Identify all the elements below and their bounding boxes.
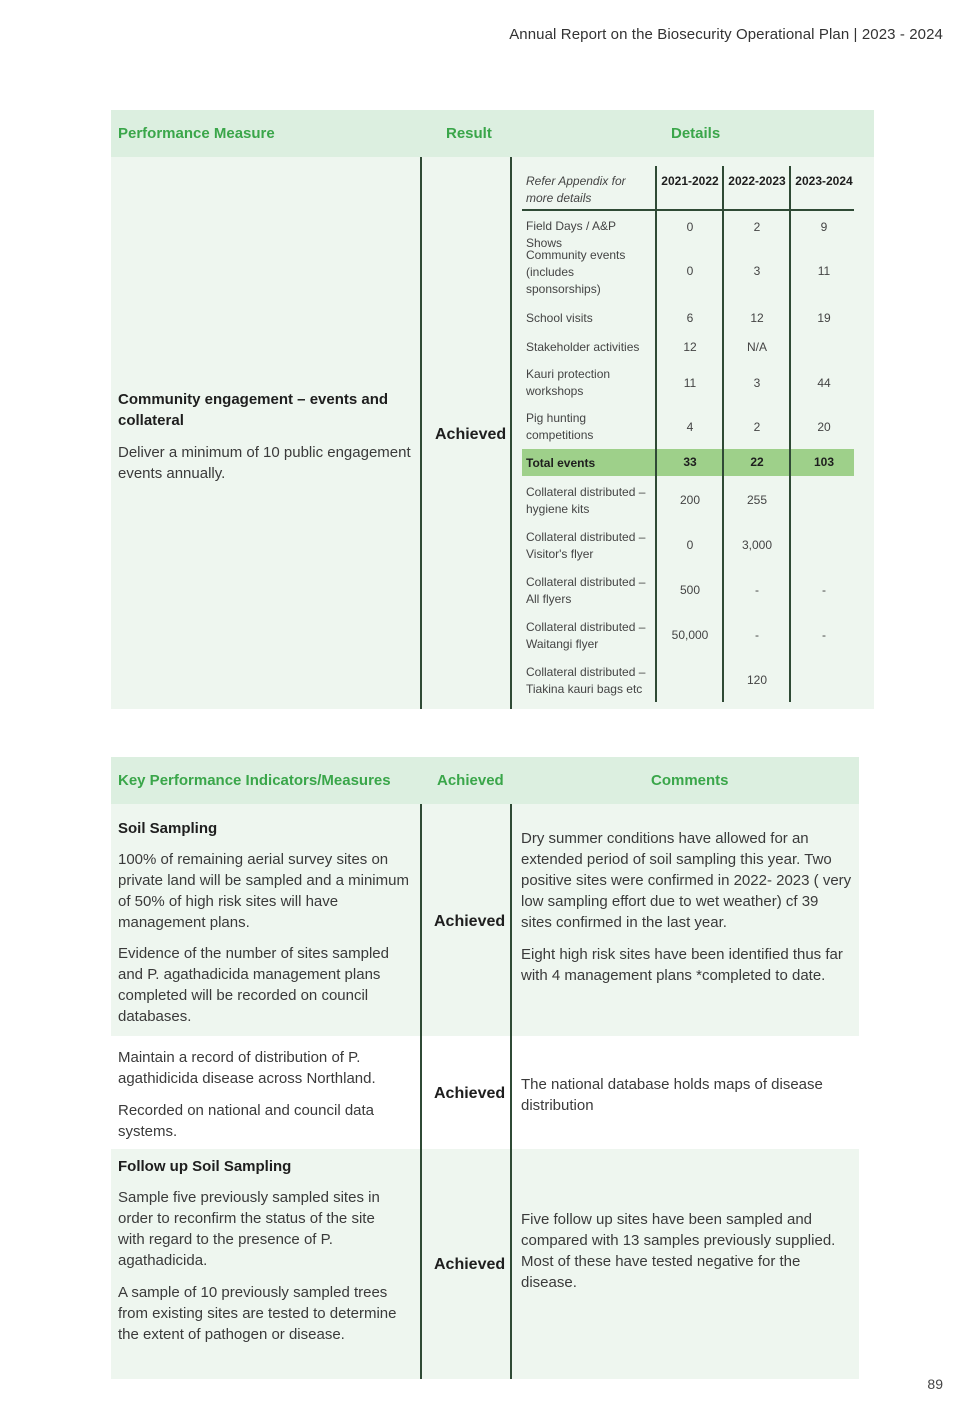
kpi-status: Achieved <box>434 1256 506 1273</box>
header-details: Details <box>671 125 721 142</box>
details-row <box>522 568 854 613</box>
details-row <box>522 613 854 658</box>
details-label: Collateral distributed – Visitor's flyer <box>526 530 646 561</box>
details-value: 3 <box>753 376 761 390</box>
running-header: Annual Report on the Biosecurity Operational Plan | 2023 - 2024 <box>509 26 943 43</box>
kpi-comment: Five follow up sites have been sampled and compared with 13 samples previously supplied. Most of these have tested negative for the disease. <box>521 1211 836 1291</box>
details-row <box>522 332 854 360</box>
details-row <box>522 404 854 448</box>
details-value: 12 <box>683 340 697 354</box>
year-header: 2023-2024 <box>795 174 853 188</box>
details-label: Total events <box>526 456 596 470</box>
details-column-divider <box>655 166 657 702</box>
column-divider <box>420 804 422 1379</box>
column-divider <box>510 804 512 1379</box>
kpi-description: Sample five previously sampled sites in order to reconfirm the status of the site with regard to the presence of P. agathadicida. <box>118 1189 380 1269</box>
details-label: Community events (includes sponsorships) <box>526 248 626 296</box>
details-value: - <box>755 583 759 597</box>
details-row <box>522 658 854 703</box>
year-header: 2022-2023 <box>728 174 786 188</box>
header-comments: Comments <box>651 772 729 789</box>
details-value: - <box>822 583 826 597</box>
kpi-description: 100% of remaining aerial survey sites on private land will be sampled and a minimum of 50% of high risk sites will have management plans. <box>118 851 409 931</box>
details-column-divider <box>789 166 791 702</box>
details-value: 11 <box>683 376 697 390</box>
kpi-table <box>111 757 859 1379</box>
details-label: Collateral distributed – All flyers <box>526 575 646 606</box>
page-number: 89 <box>927 1376 943 1392</box>
header-result: Result <box>446 125 492 142</box>
table-header <box>111 110 874 157</box>
table-header <box>111 757 859 804</box>
details-value: 6 <box>686 311 694 325</box>
kpi-status: Achieved <box>434 1085 506 1102</box>
details-value: - <box>755 628 759 642</box>
details-value: 11 <box>817 264 831 278</box>
details-label: Kauri protection workshops <box>526 367 611 398</box>
details-value: - <box>822 628 826 642</box>
kpi-status: Achieved <box>434 913 506 930</box>
header-achieved: Achieved <box>437 772 504 789</box>
year-header: 2021-2022 <box>661 174 719 188</box>
details-label: Collateral distributed – Tiakina kauri bags etc <box>526 665 646 696</box>
result-status: Achieved <box>435 426 507 443</box>
details-value: 0 <box>686 220 694 234</box>
details-label: Field Days / A&P Shows <box>526 219 616 250</box>
details-value: 120 <box>746 673 768 687</box>
kpi-description: Maintain a record of distribution of P. agathidicida disease across Northland. <box>118 1049 376 1087</box>
details-label: School visits <box>526 311 593 325</box>
details-row <box>522 523 854 568</box>
details-label: Collateral distributed – Waitangi flyer <box>526 620 646 651</box>
details-header-row <box>522 166 854 210</box>
kpi-evidence: A sample of 10 previously sampled trees from existing sites are tested to determine the extent of pathogen or disease. <box>118 1284 397 1343</box>
details-value: N/A <box>746 340 767 354</box>
performance-measure-table <box>111 110 874 709</box>
details-row <box>522 242 854 302</box>
kpi-comment: Eight high risk sites have been identified thus far with 4 management plans *completed to date. <box>521 946 843 984</box>
details-row <box>522 360 854 404</box>
details-label: Collateral distributed – hygiene kits <box>526 485 646 516</box>
details-value: 4 <box>686 420 694 434</box>
details-value: 103 <box>813 455 835 469</box>
details-value: 19 <box>817 311 831 325</box>
measure-title: Community engagement – events and collateral <box>118 391 389 429</box>
details-header-separator <box>522 209 854 211</box>
kpi-comment: Dry summer conditions have allowed for an extended period of soil sampling this year. Two positive sites were confirmed in 2022- 2023 ( very low sampling effort due to wet weather) cf 39 sites confirmed in the last year. <box>521 830 852 931</box>
details-value: 3 <box>753 264 761 278</box>
details-row <box>522 212 854 250</box>
kpi-title: Soil Sampling <box>118 820 218 837</box>
header-kpi: Key Performance Indicators/Measures <box>118 772 391 789</box>
details-value: 44 <box>817 376 831 390</box>
details-value: 22 <box>750 455 764 469</box>
details-value: 255 <box>746 493 768 507</box>
details-value: 2 <box>753 420 761 434</box>
details-value: 0 <box>686 538 694 552</box>
details-value: 2 <box>753 220 761 234</box>
column-divider <box>420 157 422 709</box>
kpi-evidence: Recorded on national and council data systems. <box>118 1102 375 1140</box>
kpi-evidence: Evidence of the number of sites sampled and P. agathadicida management plans completed will be recorded on council databases. <box>118 945 389 1025</box>
details-row <box>522 478 854 523</box>
details-value: 12 <box>750 311 764 325</box>
details-label: Stakeholder activities <box>526 340 640 354</box>
details-value: 33 <box>683 455 697 469</box>
details-value: 20 <box>817 420 831 434</box>
details-value: 500 <box>679 583 701 597</box>
details-column-divider <box>722 166 724 702</box>
column-divider <box>510 157 512 709</box>
details-value: 50,000 <box>671 628 709 642</box>
details-value: 0 <box>686 264 694 278</box>
total-events-row <box>522 449 854 476</box>
details-value: 9 <box>820 220 828 234</box>
details-label: Pig hunting competitions <box>526 411 594 442</box>
kpi-title: Follow up Soil Sampling <box>118 1158 292 1175</box>
details-value: 200 <box>679 493 701 507</box>
details-value: 3,000 <box>741 538 773 552</box>
measure-description: Deliver a minimum of 10 public engagement events annually. <box>118 444 411 482</box>
appendix-note: Refer Appendix for more details <box>526 174 626 205</box>
kpi-comment: The national database holds maps of disease distribution <box>521 1076 823 1114</box>
details-row <box>522 302 854 332</box>
header-performance-measure: Performance Measure <box>118 125 275 142</box>
